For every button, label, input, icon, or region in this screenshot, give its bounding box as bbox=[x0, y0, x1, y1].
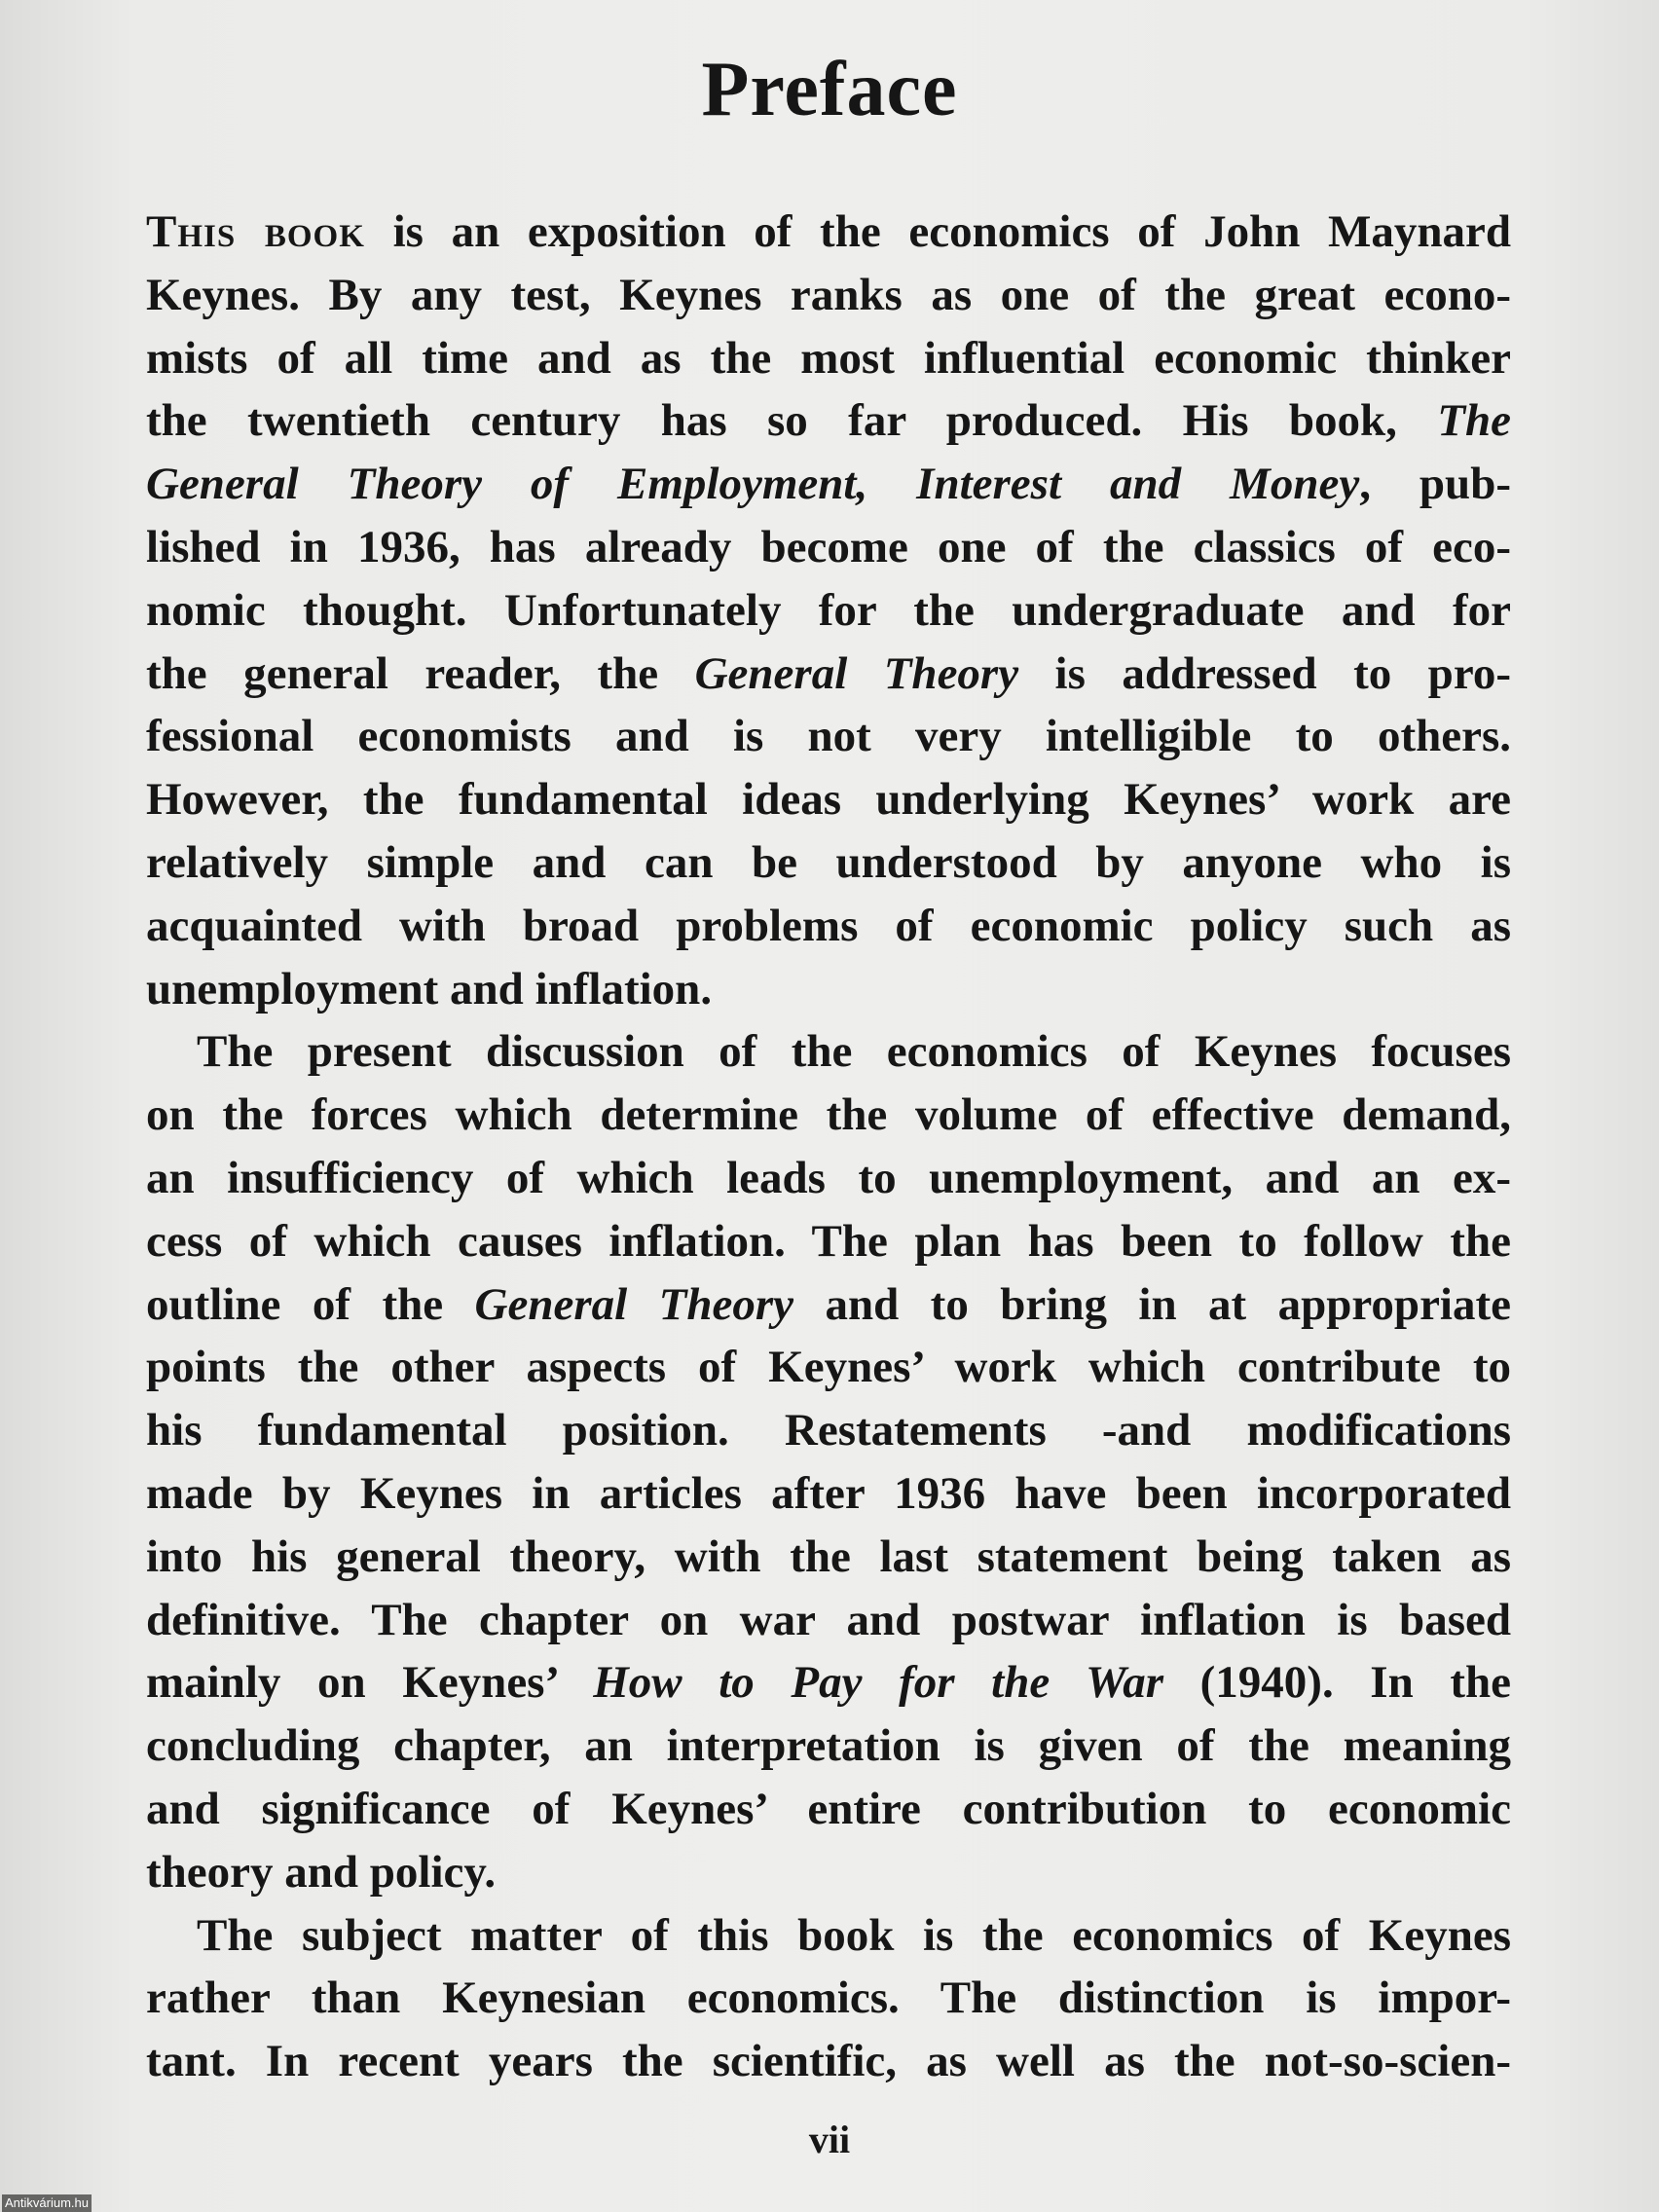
text-run: his fundamental position. Restatements -and modifications bbox=[146, 1405, 1511, 1456]
text-run: concluding chapter, an interpretation is given of the meaning bbox=[146, 1720, 1511, 1772]
text-line bbox=[146, 1084, 1511, 1147]
text-run: and to bring in at appropriate bbox=[793, 1278, 1512, 1330]
text-line bbox=[146, 768, 1511, 831]
page-number: vii bbox=[808, 2118, 851, 2161]
page-title: Preface bbox=[701, 47, 958, 132]
text-run: is an exposition of the economics of John Maynard bbox=[364, 206, 1512, 257]
text-run: an insufficiency of which leads to unemployment, and an ex- bbox=[146, 1152, 1511, 1203]
text-line bbox=[146, 1147, 1511, 1210]
text-line bbox=[146, 1841, 1511, 1904]
text-run: tant. In recent years the scientific, as well as the not-so-scien- bbox=[146, 2036, 1511, 2087]
text-line bbox=[146, 1904, 1511, 1968]
text-run: unemployment and inflation. bbox=[146, 963, 713, 1014]
paragraph bbox=[146, 1904, 1511, 2093]
paragraph bbox=[146, 1020, 1511, 1903]
italic-text: The bbox=[1437, 395, 1511, 447]
text-line bbox=[146, 1526, 1511, 1589]
text-run: the twentieth century has so far produced. His book, bbox=[146, 395, 1438, 447]
text-run: (1940). In the bbox=[1163, 1657, 1511, 1709]
text-run: The present discussion of the economics of Keynes focuses bbox=[197, 1026, 1511, 1078]
text-run: nomic thought. Unfortunately for the undergraduate and for bbox=[146, 584, 1511, 636]
text-line bbox=[146, 1273, 1511, 1337]
italic-text: General Theory bbox=[474, 1278, 794, 1330]
text-run: rather than Keynesian economics. The distinction is impor- bbox=[146, 1972, 1511, 2024]
italic-text: How to Pay for the War bbox=[593, 1657, 1164, 1709]
text-run: mists of all time and as the most influential economic thinker bbox=[146, 332, 1511, 384]
text-line bbox=[146, 1020, 1511, 1084]
text-run: into his general theory, with the last statement being taken as bbox=[146, 1530, 1511, 1582]
text-line bbox=[146, 264, 1511, 327]
text-line bbox=[146, 1462, 1511, 1526]
italic-text: General Theory bbox=[694, 647, 1019, 699]
text-line bbox=[146, 1714, 1511, 1778]
text-run: fessional economists and is not very intelligible to others. bbox=[146, 711, 1511, 762]
text-line bbox=[146, 1336, 1511, 1399]
text-run: the general reader, the bbox=[146, 647, 695, 699]
text-run: The subject matter of this book is the economics of Keynes bbox=[197, 1909, 1511, 1961]
text-run: cess of which causes inflation. The plan has been to follow the bbox=[146, 1215, 1511, 1267]
text-line bbox=[146, 958, 1511, 1021]
text-line bbox=[146, 1967, 1511, 2030]
text-run: Keynes. By any test, Keynes ranks as one of the great econo- bbox=[146, 269, 1511, 320]
text-run: relatively simple and can be understood by anyone who is bbox=[146, 836, 1511, 888]
text-line bbox=[146, 895, 1511, 958]
text-run: However, the fundamental ideas underlying Keynes’ work are bbox=[146, 774, 1511, 826]
italic-text: General Theory of Employment, Interest and Money bbox=[146, 459, 1360, 510]
text-line bbox=[146, 201, 1511, 264]
text-line bbox=[146, 516, 1511, 579]
text-line bbox=[146, 327, 1511, 390]
text-run: lished in 1936, has already become one of the classics of eco- bbox=[146, 521, 1511, 572]
watermark: Antikvárium.hu bbox=[2, 2194, 92, 2212]
text-run: acquainted with broad problems of economic policy such as bbox=[146, 900, 1511, 951]
text-run: definitive. The chapter on war and postwar inflation is based bbox=[146, 1594, 1511, 1645]
text-line bbox=[146, 579, 1511, 643]
text-run: points the other aspects of Keynes’ work which contribute to bbox=[146, 1342, 1511, 1393]
text-line bbox=[146, 831, 1511, 895]
smallcaps-text: This book bbox=[146, 206, 365, 257]
text-line bbox=[146, 1210, 1511, 1273]
text-line bbox=[146, 1651, 1511, 1714]
text-line bbox=[146, 1778, 1511, 1841]
text-run: , pub- bbox=[1359, 459, 1511, 510]
text-line bbox=[146, 2030, 1511, 2093]
text-line bbox=[146, 643, 1511, 706]
preface-body bbox=[146, 201, 1511, 2093]
text-run: and significance of Keynes’ entire contribution to economic bbox=[146, 1783, 1511, 1834]
paragraph bbox=[146, 201, 1511, 1020]
text-line bbox=[146, 453, 1511, 516]
text-run: theory and policy. bbox=[146, 1846, 497, 1898]
text-run: made by Keynes in articles after 1936 have been incorporated bbox=[146, 1467, 1511, 1519]
text-line bbox=[146, 705, 1511, 768]
text-run: on the forces which determine the volume of effective demand, bbox=[146, 1089, 1511, 1141]
text-line bbox=[146, 389, 1511, 453]
text-run: is addressed to pro- bbox=[1018, 647, 1511, 699]
text-line bbox=[146, 1589, 1511, 1652]
text-line bbox=[146, 1399, 1511, 1462]
text-run: mainly on Keynes’ bbox=[146, 1657, 594, 1709]
text-run: outline of the bbox=[146, 1278, 475, 1330]
